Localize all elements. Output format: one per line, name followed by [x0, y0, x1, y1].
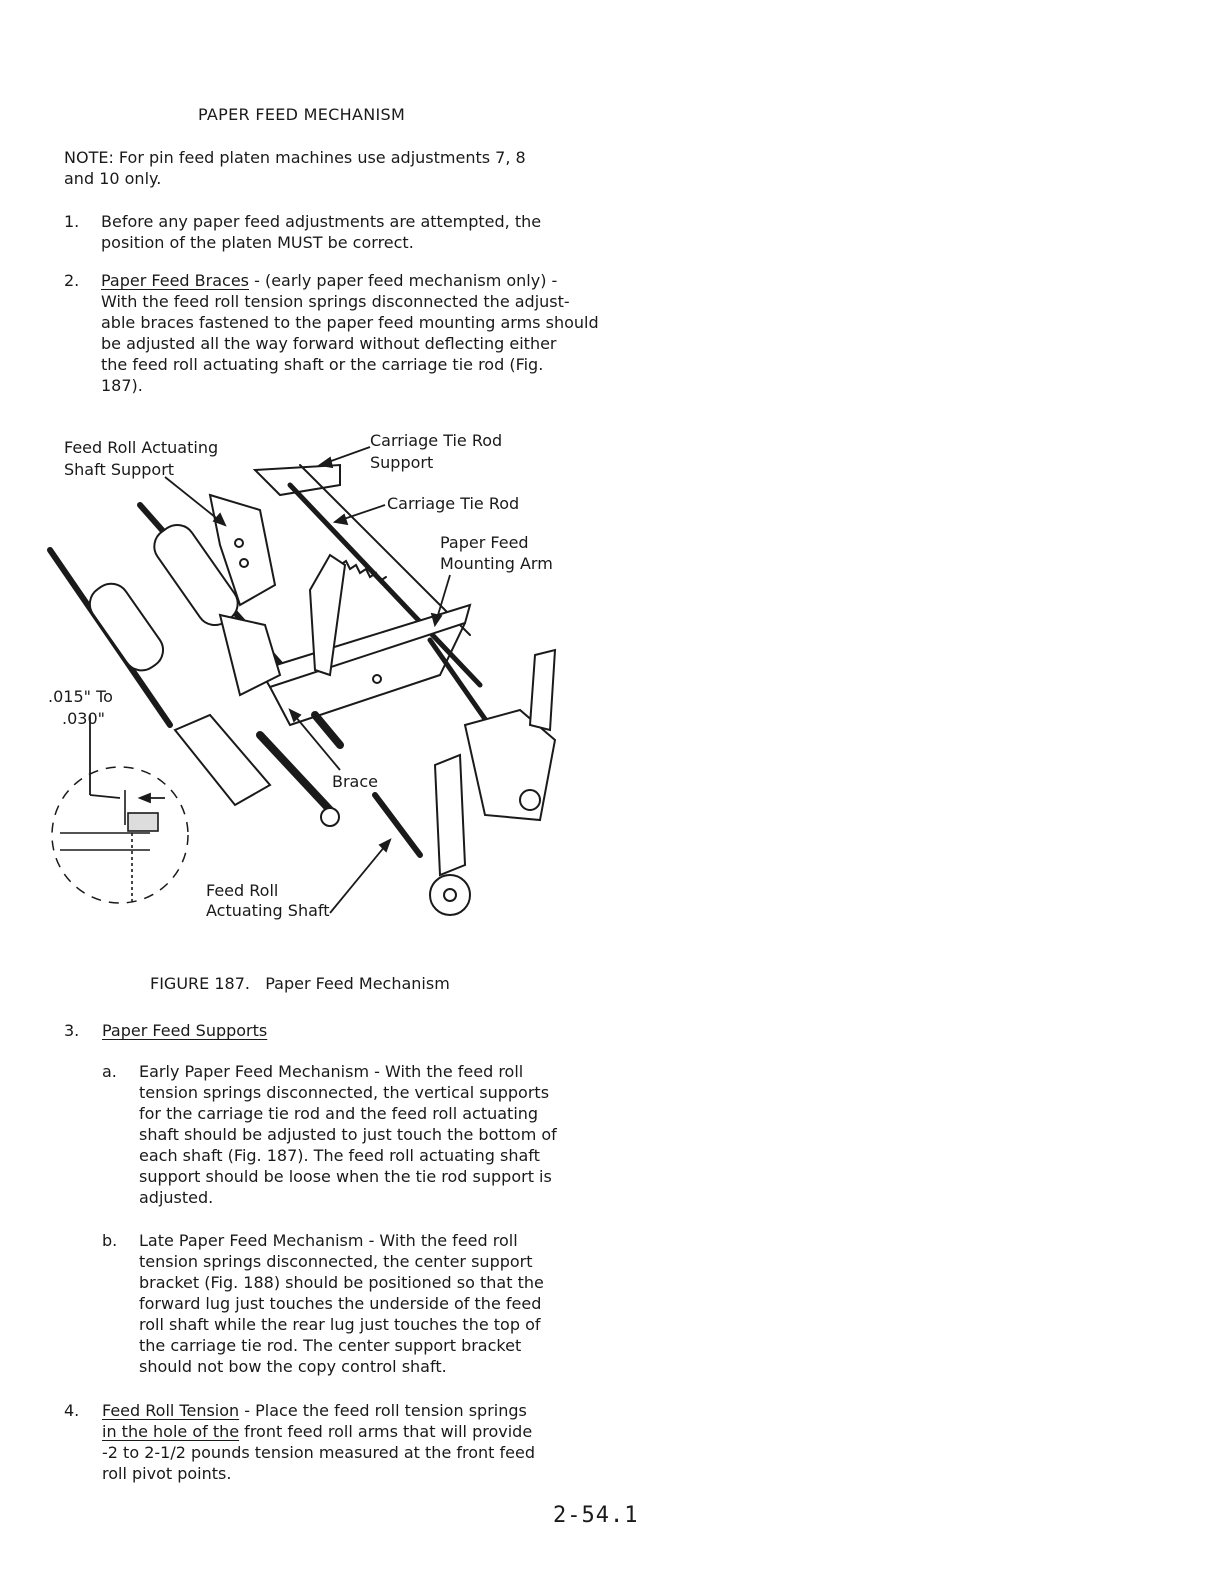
item-line: roll pivot points. [102, 1464, 232, 1483]
label-mounting-arm: Paper Feed [440, 533, 529, 552]
item-line: be adjusted all the way forward without deflecting either [101, 334, 557, 353]
item-number: 1. [64, 212, 80, 231]
label-actuating-shaft: Feed Roll [206, 881, 279, 900]
sub-item-line: support should be loose when the tie rod support is [139, 1167, 552, 1186]
label-shaft-support: Shaft Support [64, 460, 175, 479]
note-line: NOTE: For pin feed platen machines use adjustments 7, 8 [64, 148, 526, 167]
sub-item-line: Late Paper Feed Mechanism - With the feed roll [139, 1231, 518, 1250]
page-number: 2-54.1 [553, 1503, 639, 1528]
item-number: 3. [64, 1021, 80, 1040]
sub-item-line: each shaft (Fig. 187). The feed roll actuating shaft [139, 1146, 540, 1165]
label-tie-rod-support: Carriage Tie Rod [370, 431, 503, 450]
item-line: With the feed roll tension springs disconnected the adjust- [101, 292, 570, 311]
sub-item-line: shaft should be adjusted to just touch the bottom of [139, 1125, 557, 1144]
sub-item-line: the carriage tie rod. The center support bracket [139, 1336, 522, 1355]
sub-item-line: Early Paper Feed Mechanism - With the feed roll [139, 1062, 524, 1081]
sub-item-line: for the carriage tie rod and the feed roll actuating [139, 1104, 539, 1123]
label-mounting-arm: Mounting Arm [440, 554, 553, 573]
item-line: - Place the feed roll tension springs [239, 1401, 527, 1420]
figure-caption-text: Paper Feed Mechanism [265, 974, 450, 993]
item-line: able braces fastened to the paper feed mounting arms should [101, 313, 599, 332]
sub-item-line: tension springs disconnected, the center support [139, 1252, 533, 1271]
note-line: and 10 only. [64, 169, 162, 188]
item-line: Before any paper feed adjustments are attempted, the [101, 212, 542, 231]
item-heading: Feed Roll Tension [102, 1401, 240, 1420]
item-line-underlined: in the hole of the [102, 1422, 240, 1441]
item-heading: Paper Feed Supports [102, 1021, 268, 1040]
figure-caption [150, 973, 450, 994]
item-heading: Paper Feed Braces [101, 271, 249, 290]
label-tie-rod-support: Support [370, 453, 434, 472]
label-clearance: .030" [62, 709, 105, 728]
page-title: PAPER FEED MECHANISM [198, 105, 406, 124]
item-line: -2 to 2-1/2 pounds tension measured at the front feed [102, 1443, 535, 1462]
label-actuating-shaft: Actuating Shaft [206, 901, 330, 920]
sub-item-line: roll shaft while the rear lug just touches the top of [139, 1315, 541, 1334]
sub-item-marker: a. [102, 1062, 117, 1081]
item-line: the feed roll actuating shaft or the carriage tie rod (Fig. [101, 355, 544, 374]
figure-187 [40, 425, 580, 945]
sub-item-line: forward lug just touches the underside of the feed [139, 1294, 542, 1313]
item-line: 187). [101, 376, 143, 395]
item-line: front feed roll arms that will provide [239, 1422, 533, 1441]
note [64, 147, 584, 189]
item-number: 4. [64, 1401, 80, 1420]
item-line: - (early paper feed mechanism only) - [249, 271, 558, 290]
label-shaft-support: Feed Roll Actuating [64, 438, 219, 457]
label-tie-rod: Carriage Tie Rod [387, 494, 520, 513]
sub-item-line: should not bow the copy control shaft. [139, 1357, 447, 1376]
sub-item-line: bracket (Fig. 188) should be positioned so that the [139, 1273, 544, 1292]
label-clearance: .015" To [48, 687, 113, 706]
sub-item-line: adjusted. [139, 1188, 214, 1207]
sub-item-marker: b. [102, 1231, 118, 1250]
figure-caption-number: FIGURE 187. [150, 974, 250, 993]
item-number: 2. [64, 271, 80, 290]
item-line: position of the platen MUST be correct. [101, 233, 414, 252]
label-brace: Brace [332, 772, 378, 791]
sub-item-line: tension springs disconnected, the vertical supports [139, 1083, 550, 1102]
